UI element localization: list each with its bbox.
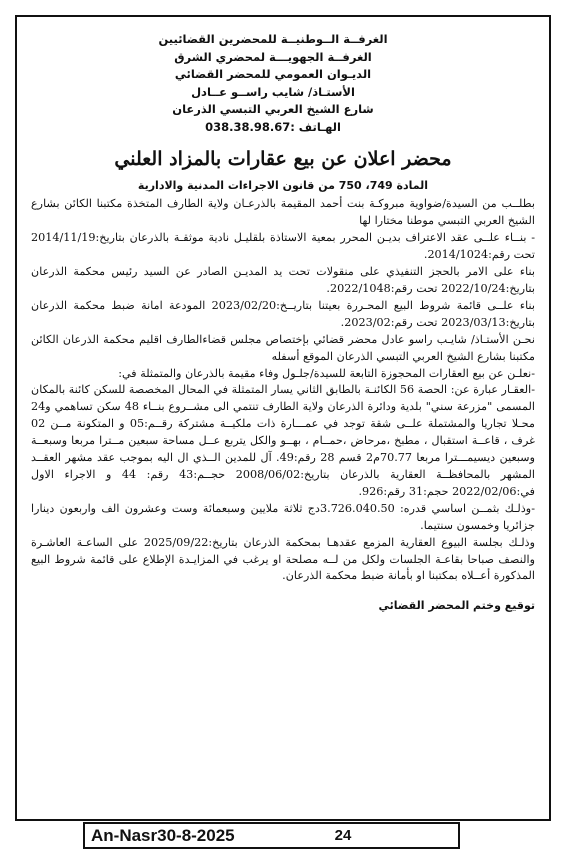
header-line-phone: الهـاتف :038.38.98.67 <box>205 119 341 134</box>
office-header <box>151 31 395 137</box>
paragraph-request: بطلــب من السيدة/ضواوية مبروكـة بنت أحمد المقيمة بالذرعـان ولاية الطارف المتخذة مكتبنا الكائن بشارع الشيخ العربي التبسي موطنا مختارا لها <box>31 197 535 228</box>
legal-article: المادة 749، 750 من قانون الاجراءات المدنية والادارية <box>137 178 429 192</box>
notice-body <box>31 178 535 586</box>
paragraph-property-description: -العقـار عبارة عن: الحصة 56 الكائنـة بالطابق الثاني يسار المتمثلة في المحال المخصصة للسكن كائنة بالمكان المسمى "مزرعة سني" بلدية ودائرة الذرعان ولاية الطارف تنتمي الى مشــروع بنــاء 48 سكن تساهمي و24 محـلا تجاريا والمشتملة علــى شقة توجد في عمـــارة ذات ملكيــة مشتركة رقــم:05 و المتكونة مــن 02 غرف ، قاعــة استقبال ، مطبخ ،مرحاض ،حمــام ، بهــو والكل يتربع عــل مساحة سبعين مــترا مربعا وسبعــة وسبعين ديسيمـــترا مربعا 70.77م2 قسم 28 رقم:49. آل للمدين الــذي ال اليه بموجب عقد مشهر العقــد المشهر بالمحافظــة العقارية بالذرعان بتاريخ:2008/06/02 حجــم:43 رقم: 44 و الاجراء الاول في:2022/02/06 حجم:31 رقم:926. <box>31 383 536 498</box>
header-line-national-chamber: الغرفــة الــوطنيــة للمحضرين القضائيين <box>158 32 388 46</box>
paragraph-seizure-order: بناء على الامر بالحجز التنفيذي على منقولات تحت يد المديـن الصادر عن السيد رئيس محكمة الذرعان بتاريخ:2022/10/24 تحت رقم:2022/1048. <box>31 265 535 295</box>
page-number: 24 <box>334 827 352 844</box>
header-line-office: الديـوان العمومي للمحضر القضائي <box>174 67 372 82</box>
paragraph-announcement: -نعلـن عن بيع العقارات المحجوزة التابعة للسيدة/جلـول وفاء مقيمة بالذرعان والمتمثلة في: <box>118 366 535 380</box>
signature-label: توقيع وختم المحضر القضائي <box>378 599 535 613</box>
paragraph-base-price: -وذلـك بثمــن اساسي قدره: 3.726.040.50دج ثلاثة ملايين وسبعمائة وست وعشرون الف واربعون دينارا جزائريا وخمسون سنتيما. <box>31 501 535 532</box>
notice-title: محضر اعلان عن بيع عقارات بالمزاد العلني <box>114 147 452 170</box>
notice-frame <box>15 15 551 821</box>
header-line-bailiff-name: الأستـاذ/ شايب راســو عــادل <box>191 84 355 99</box>
newspaper-footer <box>83 822 460 849</box>
publication-label: An-Nasr30-8-2025 <box>91 825 235 845</box>
paragraph-bailiff: نحـن الأستـاذ/ شايـب راسو عادل محضر قضائي بإختصاص مجلس قضاءالطارف اقليم محكمة الذرعان الكائن مكتبنا بشارع الشيخ العربي التبسي الذرعان الموقع أسفله <box>31 332 535 363</box>
header-line-address: شارع الشيخ العربي التبسي الذرعان <box>172 102 374 117</box>
header-line-regional-chamber: الغرفــة الجهويـــة لمحضري الشرق <box>174 49 372 64</box>
paragraph-debt-deed: - بنــاء علــى عقد الاعتراف بديـن المحرر بمعية الاستاذة بلقليـل نادية موثقـة بالذرعان بتاريخ:2014/11/19 تحت رقم:2014/1024. <box>31 231 535 262</box>
paragraph-conditions-list: بناء علــى قائمة شروط البيع المحـررة بعيتنا بتاريــخ:2023/02/20 المودعة امانة ضبط محكمة الذرعان بتاريخ:2023/03/13 تحت رقم:2023/02. <box>31 298 535 329</box>
paragraph-auction-session: وذلـك بجلسة البيوع العقارية المزمع عقدهـا بمحكمة الذرعان بتاريخ:2025/09/22 على الساعـة العاشـرة والنصف صباحا بقاعـة الجلسات ولكل من لــه مصلحة او يرغب في المزايـدة الإطلاع على قائمة شروط البيع المذكورة أعــلاه بمكتبنا او بأمانة ضبط محكمة الذرعان. <box>31 535 535 583</box>
